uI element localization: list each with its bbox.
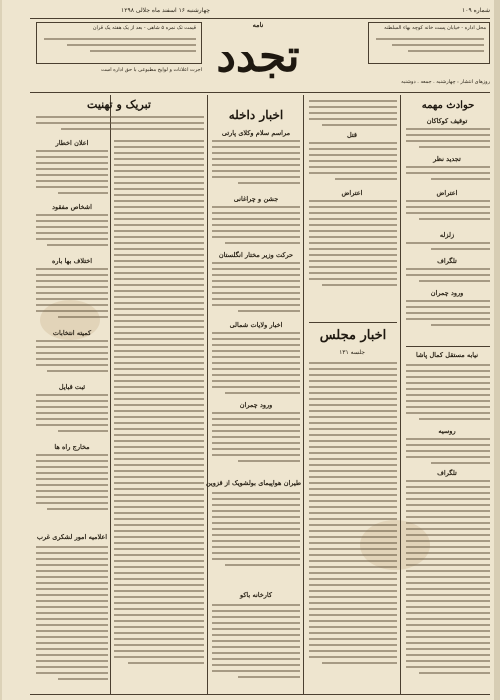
issue-number: شماره ۱۰۹ [462, 7, 490, 14]
ads-line: اجرت اعلانات و لوایح مطبوعی با حق اداره است [101, 67, 202, 73]
col1-text-block [406, 128, 490, 152]
col3-sub1: مراسم سلام وکلای پارتی [221, 129, 291, 137]
page-edge-left [0, 0, 2, 700]
col1-sub7: نیابه مستقل کمال پاشا [415, 351, 479, 359]
days-line: روزهای انتشار : چهارشنبه . جمعه . دوشنبه [401, 79, 490, 85]
col4-sub5: ثبت قبایل [58, 383, 86, 391]
col1-text-block [406, 242, 490, 254]
col1-text-block [406, 480, 490, 678]
header-rule-bottom [30, 92, 490, 93]
col4-text-block [36, 116, 204, 134]
masthead-prefix: نامه [252, 21, 264, 29]
col4-text-block [36, 340, 108, 376]
col2-divider [309, 322, 397, 323]
col4-text-block [36, 394, 108, 436]
col1-sub4: زلزله [439, 231, 455, 239]
col1-text-block [406, 300, 490, 330]
col1-sub9: تلگراف [437, 469, 457, 477]
col3-text-block [212, 332, 300, 398]
col3-text-block [212, 492, 300, 570]
col1-text-block [406, 166, 490, 184]
col1-text-block [406, 438, 490, 468]
column-rule [400, 95, 401, 695]
col2-text-block [309, 100, 397, 130]
col4-sub7: اعلامیه امور لشکری غرب [36, 533, 108, 541]
col1-sub5: تلگراف [437, 257, 457, 265]
col2-text-block [309, 200, 397, 290]
col3-sub5: ورود چمران [239, 401, 273, 409]
col3-heading: اخبار داخله [228, 108, 284, 122]
col1-sub1: توقیف کوکاکان [426, 117, 468, 125]
col4-text-block [36, 150, 108, 198]
col1-sub6: ورود چمران [430, 289, 464, 297]
column-rule [303, 95, 304, 695]
col4-text-block [36, 546, 108, 684]
office-box-text [376, 38, 484, 56]
page-edge-right [494, 0, 500, 700]
col1-text-block [406, 200, 490, 224]
col3-sub4: اخبار ولایات شمالی [229, 321, 283, 329]
col3-sub7: کارخانه باکو [239, 591, 272, 599]
office-line: محل اداره - خیابان پست خانه کوچه بهاء السلطنه [384, 25, 486, 31]
col3-text-block [212, 140, 300, 188]
col2-sub2: اعتراض [341, 189, 363, 197]
col4-sub1: اعلان اخطار [55, 139, 89, 147]
col4-text-block [36, 214, 108, 250]
col2-sub1: قتل [347, 131, 357, 139]
col4-sub4: کمیته انتخابات [52, 329, 92, 337]
col2-text-block [309, 362, 397, 668]
col4-sub2: اشخاص مفقود [52, 203, 92, 211]
date-line: چهارشنبه ۱۶ اسفند ماه جلالی ۱۲۹۸ [121, 7, 210, 14]
footer-rule [30, 694, 490, 695]
col3-sub2: جشن و چراغانی [233, 195, 279, 203]
col1-sub2: تجدید نظر [433, 155, 461, 163]
col3-sub6: طیران هواپیمای بولشویک از قزوین [205, 479, 301, 487]
col3-text-block [212, 604, 300, 682]
col4-heading: تبریک و تهنیت [87, 98, 151, 111]
col3-text-block [212, 206, 300, 248]
col1-divider [406, 346, 490, 347]
column-rule [110, 95, 111, 695]
col3-sub3: حرکت وزیر مختار انگلستان [218, 251, 294, 259]
col4-sub3: اختلاف بها باره [51, 257, 93, 265]
col4b-text-block [114, 140, 204, 668]
col2-text-block [309, 142, 397, 184]
price-line: قیمت تک نمره ۵ شاهی - بعد از یک هفته یک قران [92, 25, 196, 31]
col2-heading-majlis: اخبار مجلس [319, 328, 387, 343]
col1-sub3: اعتراض [436, 189, 458, 197]
col3-text-block [212, 262, 300, 316]
col1-sub8: روسیه [438, 427, 456, 435]
masthead-title: تجدد [216, 31, 300, 82]
col1-heading: حوادث مهمه [421, 100, 475, 111]
col1-text-block [406, 364, 490, 424]
column-rule [207, 95, 208, 695]
col4-text-block [36, 268, 108, 322]
col3-text-block [212, 412, 300, 466]
col2-session-line: جلسه ۱۳۱ [339, 349, 365, 356]
col4-sub6: مخارج راه ها [54, 443, 90, 451]
header-rule-top [30, 18, 490, 19]
col1-text-block [406, 268, 490, 286]
col4-text-block [36, 454, 108, 514]
price-box-text [44, 38, 196, 56]
